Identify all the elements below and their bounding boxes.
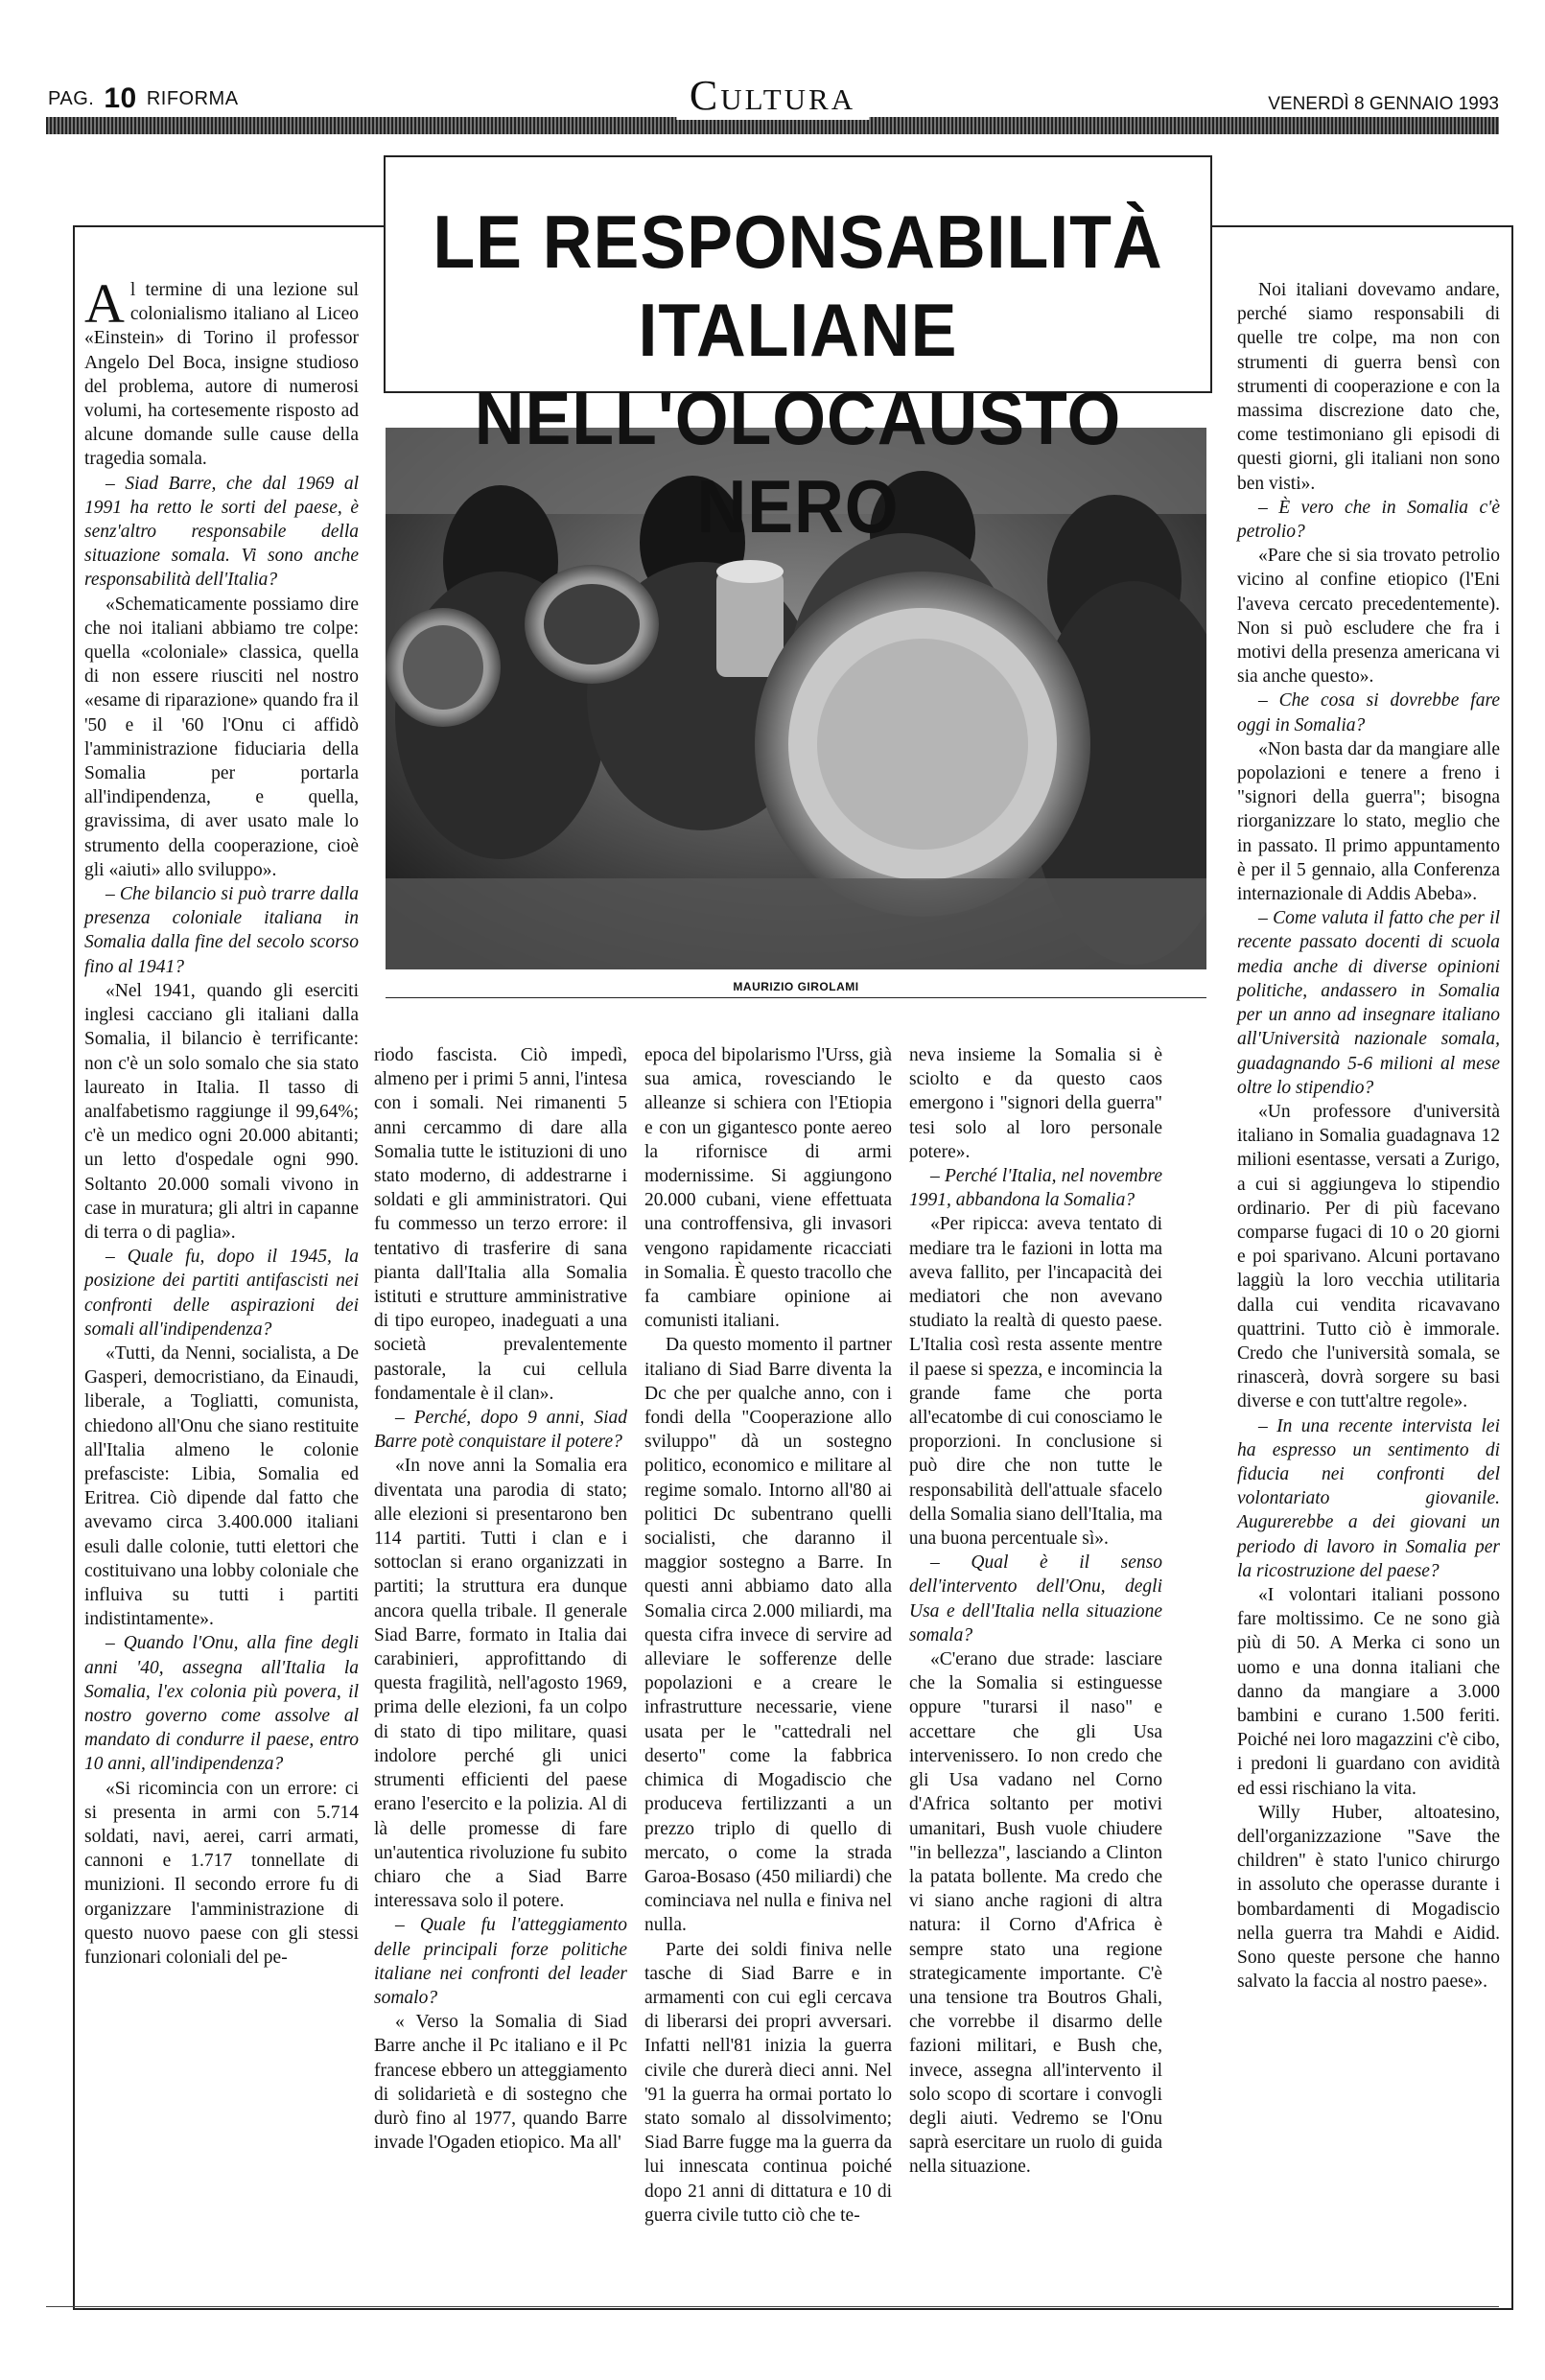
column-2 — [374, 1043, 627, 2155]
article-paragraph-text: l termine di una lezione sul colonialismo italiano al Liceo «Einstein» di Torino il professor Angelo Del Boca, insigne studioso del problema, autore di numerosi volumi, ha cortesemente risposto ad alcune domande sulle cause della tragedia somala. — [84, 280, 359, 470]
interview-question: – Come valuta il fatto che per il recente passato docenti di scuola media anche di diverse opinioni politiche, andassero in Somalia per un anno ad insegnare italiano all'Università nazionale somala, guadagnando 5-6 milioni al mese oltre lo stipendio? — [1237, 908, 1500, 1098]
interview-question: – È vero che in Somalia c'è petrolio? — [1237, 497, 1500, 543]
photo-credit-rule — [386, 997, 1206, 998]
interview-question: – Quale fu, dopo il 1945, la posizione dei partiti antifascisti nei confronti delle aspirazioni dei somali all'indipendenza? — [84, 1247, 359, 1340]
page-header-left — [48, 82, 239, 115]
headline-box — [384, 155, 1212, 548]
article-paragraph: Da questo momento il partner italiano di Siad Barre diventa la Dc che per qualche anno, con i fondi della "Cooperazione allo sviluppo" dà un sostegno politico, economico e militare al regime somalo. Intorno all'80 ai politici Dc subentrano quelli socialisti, che daranno il maggior sostegno a Barre. In questi anni abbiamo dato alla Somalia circa 2.000 miliardi, ma questa cifra invece di servire ad alleviare le sofferenze delle popolazioni e a creare le infrastrutture necessarie, viene usata per le "cattedrali nel deserto" come la fabbrica chimica di Mogadiscio che produceva fertilizzanti a un prezzo triplo di quello di mercato, o come la strada Garoa-Bosaso (450 miliardi) che cominciava nel nulla e finiva nel nulla. — [644, 1335, 892, 1936]
article-paragraph: «Tutti, da Nenni, socialista, a De Gasperi, democristiano, da Einaudi, liberale, a Togliatti, comunista, chiedono all'Onu che siano restituite all'Italia almeno le colonie prefasciste: Libia, Somalia ed Eritrea. Ciò dipende dal fatto che avevamo circa 3.400.000 italiani esuli dalle colonie, tutti elettori che costituivano una lobby coloniale che influiva su tutti i partiti indistintamente». — [84, 1342, 359, 1630]
article-paragraph: Parte dei soldi finiva nelle tasche di Siad Barre e in armamenti con cui egli cercava di liberarsi dei propri avversari. Infatti nell'81 inizia la guerra civile che durerà dieci anni. Nel '91 la guerra ha ormai portato lo stato somalo al dissolvimento; Siad Barre fugge ma la guerra da lui innescata continua poiché dopo 21 anni di dittatura e 10 di guerra civile tutto ciò che te- — [644, 1939, 892, 2226]
issue-date: VENERDÌ 8 GENNAIO 1993 — [1268, 94, 1499, 114]
interview-question: – Perché l'Italia, nel novembre 1991, abbandona la Somalia? — [909, 1166, 1162, 1211]
column-5 — [1237, 278, 1500, 1994]
article-paragraph: Noi italiani dovevamo andare, perché siamo responsabili di quelle tre colpe, ma non con strumenti di guerra bensì con strumenti di cooperazione e con la massima discrezione dato che, come testimoniano gli episodi di questi giorni, gli italiani non sono ben visti». — [1237, 280, 1500, 494]
article-paragraph: «Per ripicca: aveva tentato di mediare tra le fazioni in lotta ma aveva fallito, per l'incapacità dei mediatori che non avevano studiato la realtà di questo paese. L'Italia così resta assente mentre il paese si spezza, e incomincia la grande fame che porta all'ecatombe di cui conosciamo le proporzioni. In conclusione si può dire che non tutte le responsabilità dell'attuale sfacelo della Somalia siano dell'Italia, ma una buona percentuale sì». — [909, 1214, 1162, 1550]
article-paragraph — [84, 272, 359, 472]
column-4 — [909, 1043, 1162, 2180]
headline — [418, 198, 1177, 550]
page-prefix: PAG. — [48, 88, 95, 109]
article-paragraph: «In nove anni la Somalia era diventata una parodia di stato; alle elezioni si presentarono ben 114 partiti. Tutti i clan e i sottoclan si erano organizzati in partiti; la struttura era dunque ancora quella tribale. Il generale Siad Barre, formato in Italia dai carabinieri, approfittando di questa fragilità, nell'agosto 1969, prima delle elezioni, fa un colpo di stato di tipo militare, quasi indolore perché gli unici strumenti efficienti del paese erano l'esercito e la polizia. Al di là delle promesse di fare un'autentica rivoluzione fu subito chiaro che a Siad Barre interessava solo il potere. — [374, 1456, 627, 1912]
interview-question: – Qual è il senso dell'intervento dell'Onu, degli Usa e dell'Italia nella situazione somala? — [909, 1552, 1162, 1645]
article-paragraph: riodo fascista. Ciò impedì, almeno per i primi 5 anni, l'intesa con i somali. Nei rimanenti 5 anni cercammo di dare alla Somalia tutte le istituzioni di uno stato moderno, di addestrarne i soldati e gli amministratori. Qui fu commesso un terzo errore: il tentativo di trasferire di sana pianta dall'Italia alla Somalia istituti e strutture amministrative di tipo europeo, inadeguati a una società prevalentemente pastorale, la cui cellula fondamentale è il clan». — [374, 1045, 627, 1404]
interview-question: – Quale fu l'atteggiamento delle principali forze politiche italiane nei confronti del leader somalo? — [374, 1915, 627, 2008]
interview-question: – In una recente intervista lei ha espresso un sentimento di fiducia nei confronti del volontariato giovanile. Augurerebbe a dei giovani un periodo di lavoro in Somalia per la ricostruzione del paese? — [1237, 1415, 1500, 1581]
article-paragraph: «Si ricomincia con un errore: ci si presenta in armi con 5.714 soldati, navi, aerei, carri armati, cannoni e 1.717 tonnellate di munizioni. Il secondo errore fu di organizzare l'amministrazione di questo nuovo paese con gli stessi funzionari coloniali del pe- — [84, 1778, 359, 1969]
column-3 — [644, 1043, 892, 2228]
article-paragraph: «Nel 1941, quando gli eserciti inglesi cacciano gli italiani dalla Somalia, il bilancio è terrificante: non c'è un solo somalo che sia stato laureato in Italia. Il tasso di analfabetismo raggiunge il 99,64%; c'è un medico ogni 20.000 abitanti; un letto d'ospedale ogni 990. Soltanto 20.000 somali vivono in case in muratura; gli altri in capanne di terra o di paglia». — [84, 980, 359, 1243]
column-1 — [84, 272, 359, 1970]
headline-line-1: LE RESPONSABILITÀ ITALIANE — [433, 199, 1163, 372]
article-paragraph: neva insieme la Somalia si è sciolto e da questo caos emergono i "signori della guerra" tesi solo al loro personale potere». — [909, 1045, 1162, 1162]
interview-question: – Che bilancio si può trarre dalla presenza coloniale italiana in Somalia dalla fine del secolo scorso fino al 1941? — [84, 884, 359, 977]
headline-line-2: NELL'OLOCAUSTO NERO — [474, 376, 1122, 548]
interview-question: – Siad Barre, che dal 1969 al 1991 ha retto le sorti del paese, è senz'altro responsabile della situazione somala. Vi sono anche responsabilità dell'Italia? — [84, 473, 359, 591]
drop-cap: A — [84, 272, 125, 335]
article-paragraph: «C'erano due strade: lasciare che la Somalia si estinguesse oppure "turarsi il naso" e accettare che gli Usa intervenissero. Io non credo che gli Usa vadano nel Corno d'Africa soltanto per motivi umanitari, Bush vuole chiudere "in bellezza", lasciando a Clinton la patata bollente. Ma credo che vi siano anche ragioni di altra natura: il Corno d'Africa è sempre stato una regione strategicamente importante. C'è una tensione tra Boutros Ghali, che vorrebbe il disarmo delle fazioni militari, e Bush che, invece, assegna all'intervento il solo scopo di scortare i convogli degli aiuti. Vedremo se l'Onu saprà esercitare un ruolo di guida nella situazione. — [909, 1649, 1162, 2178]
article-paragraph: «Un professore d'università italiano in Somalia guadagnava 12 milioni esentasse, versati a Zurigo, a cui si aggiungeva lo stipendio ordinario. Per di più facevano comparse fugaci di 10 o 20 giorni e poi sparivano. Alcuni portavano laggiù la loro vecchia utilitaria dalla cui vendita ricavavano quattrini. Tutto ciò è immorale. Credo che l'università somala, se rinascerà, dovrà sorgere su basi diverse e con tutt'altre regole». — [1237, 1101, 1500, 1412]
interview-question: – Perché, dopo 9 anni, Siad Barre potè conquistare il potere? — [374, 1408, 627, 1453]
article-paragraph: Willy Huber, altoatesino, dell'organizzazione "Save the children" è stato l'unico chirurgo in assoluto che operasse durante i bombardamenti di Mogadiscio nella guerra tra Mahdi e Aidid. Sono queste persone che hanno salvato la faccia al nostro paese». — [1237, 1802, 1500, 1993]
bottom-rule — [46, 2306, 1499, 2307]
article-paragraph: «Non basta dar da mangiare alle popolazioni e tenere a freno i "signori della guerra"; bisogna riorganizzare lo stato, meglio che in passato. Il primo appuntamento è per il 5 gennaio, alla Conferenza internazionale di Addis Abeba». — [1237, 738, 1500, 905]
section-title: Cultura — [676, 71, 869, 120]
article-paragraph: «I volontari italiani possono fare moltissimo. Ce ne sono già più di 50. A Merka ci sono un uomo e una donna italiani che danno da mangiare a 3.000 bambini e curano 1.500 feriti. Poiché nei loro magazzini c'è cibo, i predoni li guardano con avidità ed essi rischiano la vita. — [1237, 1584, 1500, 1799]
interview-question: – Che cosa si dovrebbe fare oggi in Somalia? — [1237, 690, 1500, 735]
article-paragraph: epoca del bipolarismo l'Urss, già sua amica, rovesciando le alleanze si schiera con l'Etiopia e con un gigantesco ponte aereo la rifornisce di armi modernissime. Si aggiungono 20.000 cubani, viene effettuata una controffensiva, gli invasori vengono rapidamente ricacciati in Somalia. È questo tracollo che fa cambiare opinione ai comunisti italiani. — [644, 1045, 892, 1332]
article-paragraph: «Schematicamente possiamo dire che noi italiani abbiamo tre colpe: quella «coloniale» classica, quella di non essere riusciti nel nostro «esame di riparazione» quando fra il '50 e il '60 l'Onu ci affidò l'amministrazione fiduciaria della Somalia per portarla all'indipendenza, e quella, gravissima, di aver usato male lo strumento della cooperazione, cioè gli «aiuti» allo sviluppo». — [84, 594, 359, 880]
article-paragraph: «Pare che si sia trovato petrolio vicino al confine etiopico (l'Eni l'aveva cercato precedentemente). Non si può escludere che fra i motivi della presenza americana vi sia anche questo». — [1237, 546, 1500, 688]
interview-question: – Quando l'Onu, alla fine degli anni '40, assegna all'Italia la Somalia, l'ex colonia più povera, il nostro governo come assolve al mandato di condurre il paese, entro 10 anni, all'indipendenza? — [84, 1633, 359, 1775]
photo-credit: MAURIZIO GIROLAMI — [733, 980, 859, 993]
article-paragraph: « Verso la Somalia di Siad Barre anche il Pc italiano e il Pc francese ebbero un atteggiamento di solidarietà e di sostegno che durò fino al 1977, quando Barre invade l'Ogaden etiopico. Ma all' — [374, 2012, 627, 2154]
newspaper-name: RIFORMA — [146, 88, 239, 109]
page-number: 10 — [104, 82, 137, 114]
